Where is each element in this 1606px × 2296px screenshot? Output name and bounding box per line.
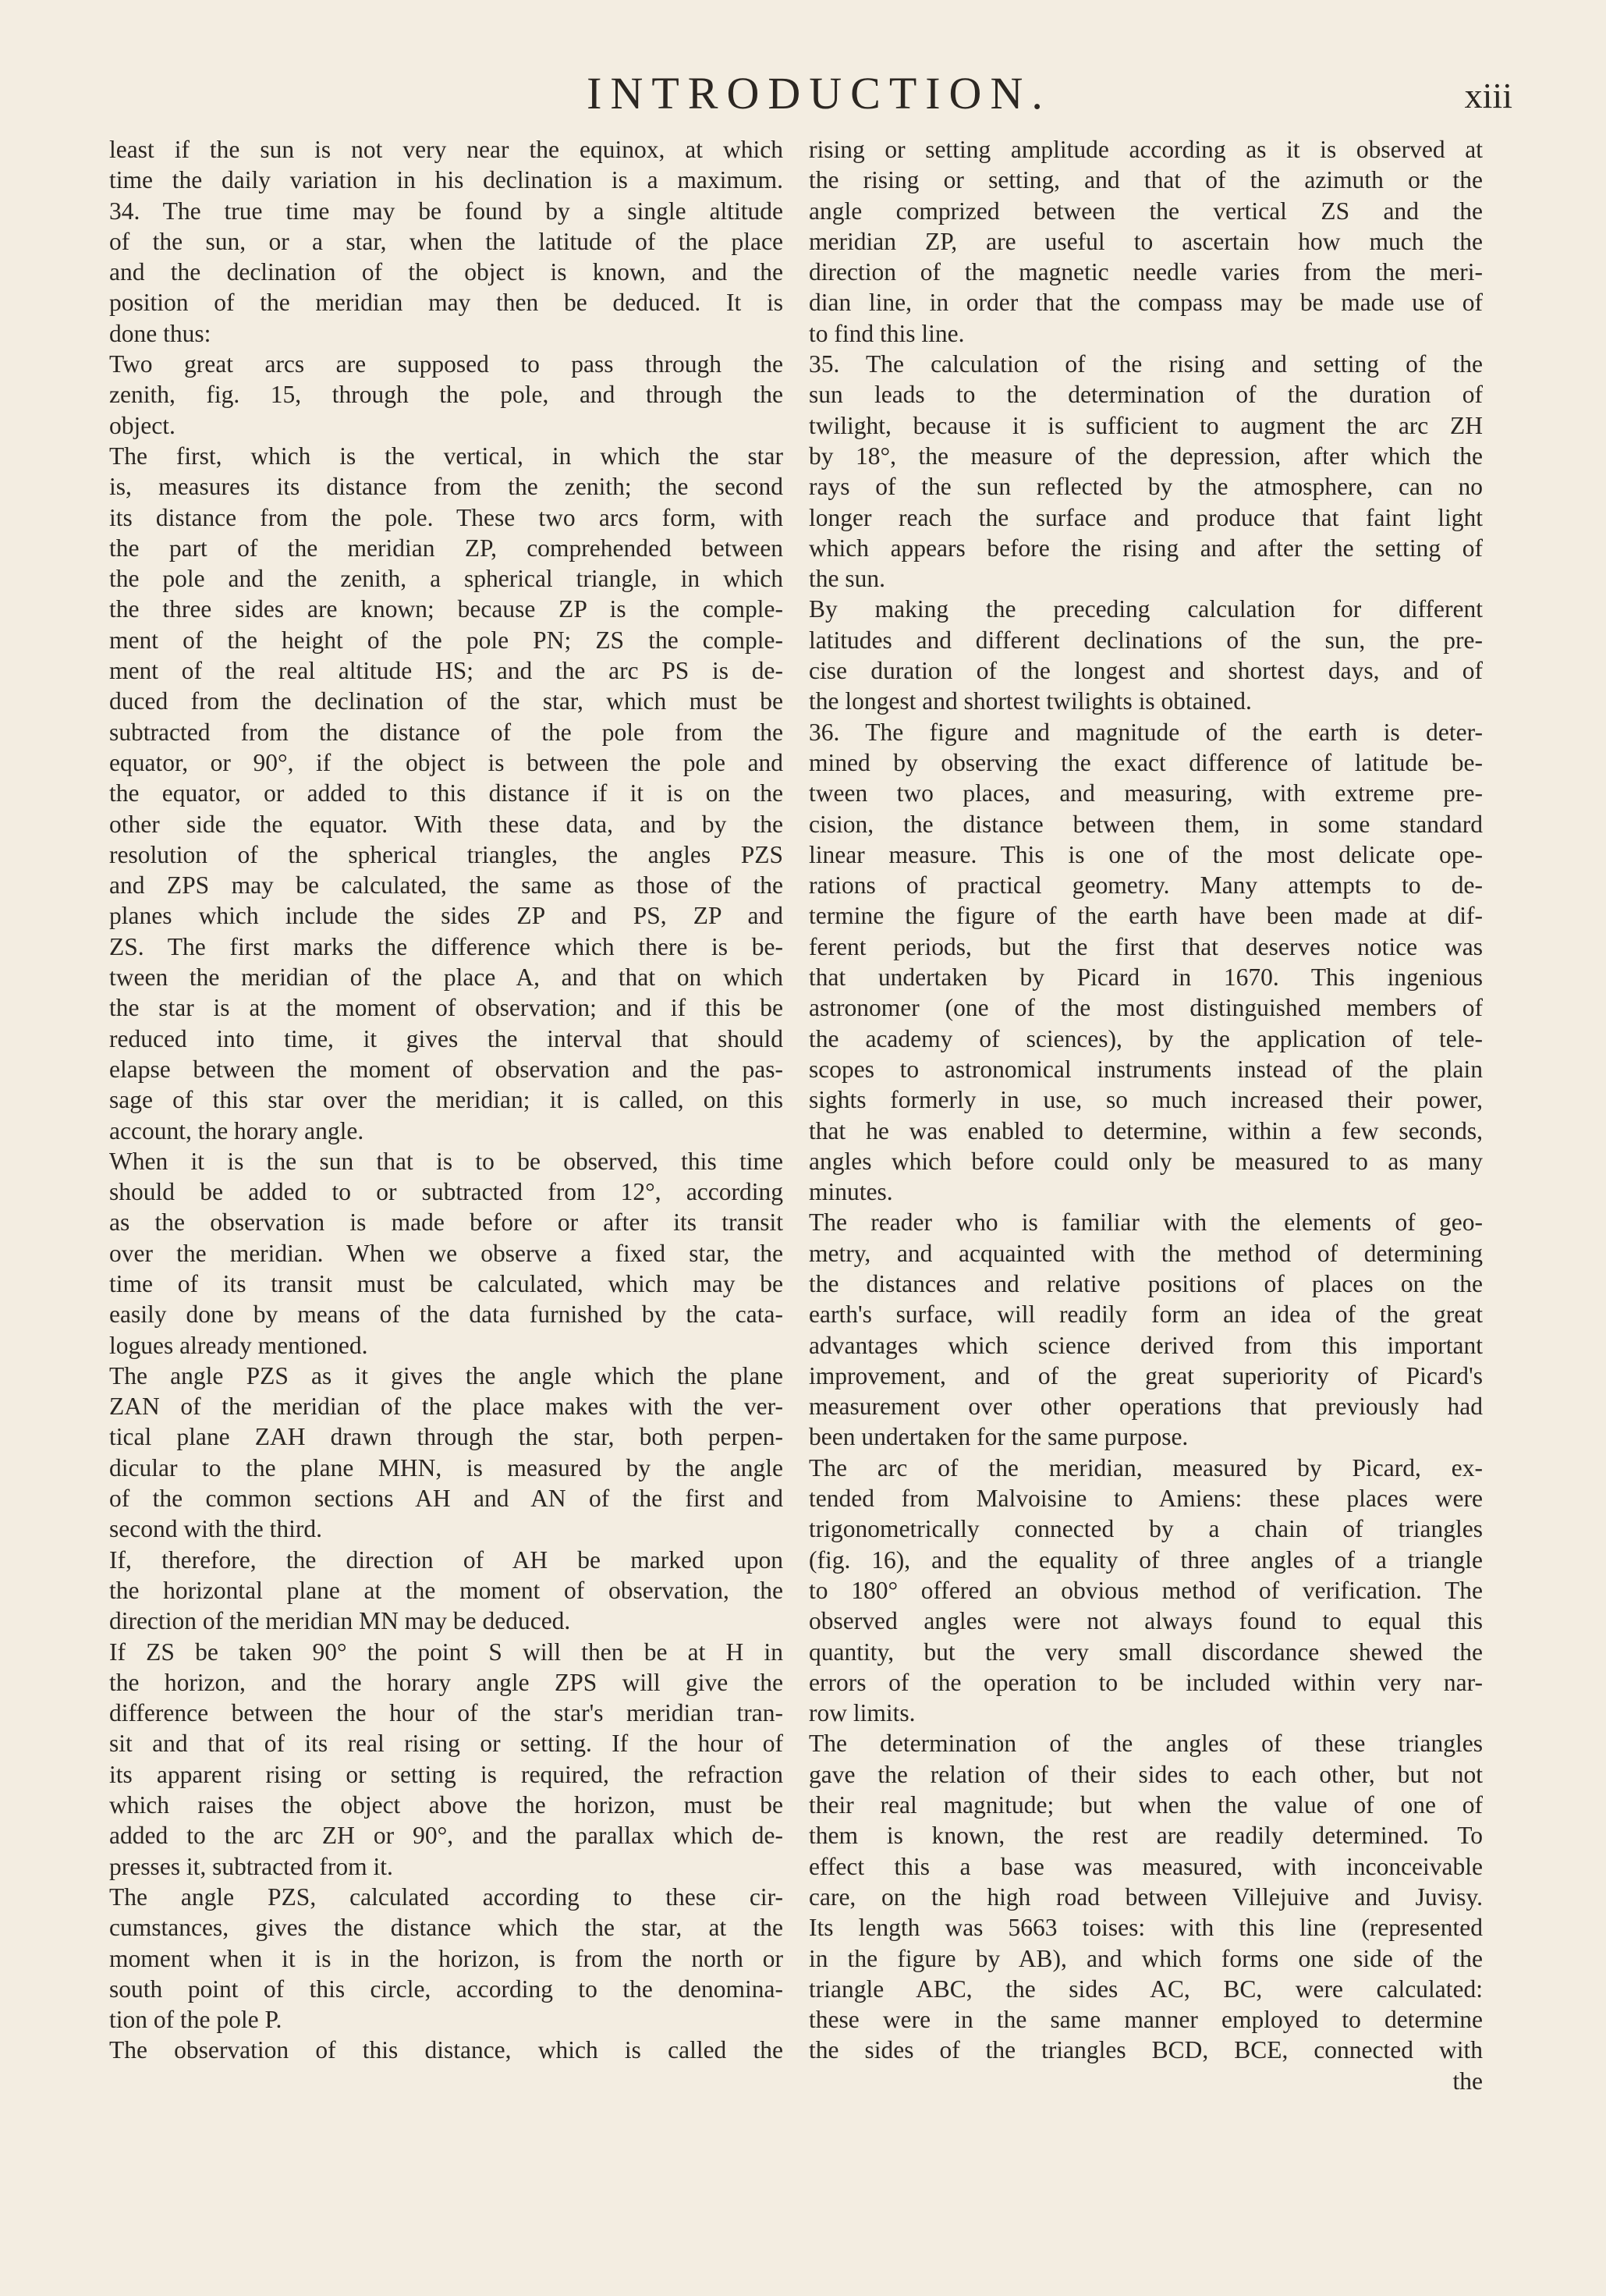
text-line: meridian ZP, are useful to ascertain how much the: [809, 227, 1483, 255]
text-line: the horizontal plane at the moment of observation, the: [109, 1576, 783, 1604]
text-line: sights formerly in use, so much increased their power,: [809, 1086, 1483, 1114]
text-line: tween the meridian of the place A, and that on which: [109, 963, 783, 992]
text-line: tion of the pole P.: [109, 2006, 282, 2034]
text-line: the rising or setting, and that of the azimuth or the: [809, 166, 1483, 194]
text-line: that he was enabled to determine, within a few seconds,: [809, 1116, 1483, 1144]
text-line: second with the third.: [109, 1515, 322, 1543]
text-line: The angle PZS as it gives the angle which the plane: [109, 1361, 783, 1389]
text-line: is, measures its distance from the zenith; the second: [109, 473, 783, 501]
text-line: over the meridian. When we observe a fixed star, the: [109, 1239, 783, 1267]
text-line: least if the sun is not very near the equinox, at which: [109, 136, 783, 163]
text-line: rising or setting amplitude according as it is observed at: [809, 136, 1483, 163]
text-line: position of the meridian may then be deduced. It is: [109, 289, 783, 317]
text-line: done thus:: [109, 319, 211, 347]
text-line: latitudes and different declinations of the sun, the pre-: [809, 626, 1483, 654]
text-line: scopes to astronomical instruments instead of the plain: [809, 1055, 1483, 1083]
text-line: dicular to the plane MHN, is measured by the angle: [109, 1453, 783, 1482]
text-line: linear measure. This is one of the most delicate ope-: [809, 840, 1483, 868]
text-line: should be added to or subtracted from 12°, according: [109, 1178, 783, 1206]
text-line: duced from the declination of the star, which must be: [109, 687, 783, 715]
text-line: Two great arcs are supposed to pass through the: [109, 350, 783, 378]
page-number: xiii: [1464, 76, 1512, 115]
text-line: which raises the object above the horizon, must be: [109, 1791, 783, 1819]
text-line: angle comprized between the vertical ZS and the: [809, 197, 1483, 225]
text-line: The reader who is familiar with the elements of geo-: [809, 1208, 1483, 1237]
text-line: the sun.: [809, 565, 885, 593]
text-line: minutes.: [809, 1178, 893, 1206]
text-line: and ZPS may be calculated, the same as those of the: [109, 871, 783, 900]
text-line: improvement, and of the great superiority of Picard's: [809, 1361, 1483, 1389]
text-line: planes which include the sides ZP and PS, ZP and: [109, 902, 783, 930]
text-line: been undertaken for the same purpose.: [809, 1423, 1189, 1451]
text-line: tween two places, and measuring, with extreme pre-: [809, 779, 1483, 807]
text-line: dian line, in order that the compass may be made use of: [809, 289, 1483, 317]
text-line: the equator, or added to this distance if it is on the: [109, 779, 783, 807]
text-line: as the observation is made before or after its transit: [109, 1208, 783, 1237]
text-line: to 180° offered an obvious method of verification. The: [809, 1576, 1483, 1604]
text-line: equator, or 90°, if the object is between the pole and: [109, 748, 783, 776]
text-line: If ZS be taken 90° the point S will then be at H in: [109, 1638, 783, 1666]
text-line: 36. The figure and magnitude of the earth is deter-: [809, 718, 1483, 746]
text-line: care, on the high road between Villejuive and Juvisy.: [809, 1883, 1483, 1911]
text-line: effect this a base was measured, with inconceivable: [809, 1852, 1483, 1880]
text-line: The first, which is the vertical, in which the star: [109, 442, 783, 470]
text-line: (fig. 16), and the equality of three angles of a triangle: [809, 1545, 1483, 1574]
text-line: When it is the sun that is to be observed, this time: [109, 1147, 783, 1175]
text-line: other side the equator. With these data, and by the: [109, 810, 783, 838]
text-line: measurement over other operations that previously had: [809, 1393, 1483, 1421]
text-line: 35. The calculation of the rising and setting of the: [809, 350, 1483, 378]
text-line: metry, and acquainted with the method of determining: [809, 1239, 1483, 1267]
text-line: of the common sections AH and AN of the first and: [109, 1485, 783, 1513]
text-line: sit and that of its real rising or setting. If the hour of: [109, 1730, 783, 1758]
text-line: mined by observing the exact difference of latitude be-: [809, 748, 1483, 776]
text-line: these were in the same manner employed to determine: [809, 2006, 1483, 2034]
text-line: zenith, fig. 15, through the pole, and through the: [109, 381, 783, 409]
text-line: sage of this star over the meridian; it is called, on this: [109, 1086, 783, 1114]
text-line: observed angles were not always found to equal this: [809, 1607, 1483, 1635]
text-line: subtracted from the distance of the pole from the: [109, 718, 783, 746]
right-column: [809, 134, 1483, 2096]
text-line: astronomer (one of the most distinguished members of: [809, 994, 1483, 1022]
text-line: row limits.: [809, 1699, 916, 1727]
text-line: cision, the distance between them, in some standard: [809, 810, 1483, 838]
text-line: moment when it is in the horizon, is from the north or: [109, 1944, 783, 1972]
text-line: gave the relation of their sides to each other, but not: [809, 1760, 1483, 1788]
text-line: The arc of the meridian, measured by Picard, ex-: [809, 1453, 1483, 1482]
text-line: ment of the height of the pole PN; ZS the comple-: [109, 626, 783, 654]
text-line: longer reach the surface and produce that faint light: [809, 503, 1483, 531]
text-line: direction of the meridian MN may be deduced.: [109, 1607, 571, 1635]
text-line: cise duration of the longest and shortest days, and of: [809, 657, 1483, 685]
text-line: the sides of the triangles BCD, BCE, connected with: [809, 2036, 1483, 2064]
text-line: by 18°, the measure of the depression, after which the: [809, 442, 1483, 470]
text-line: The angle PZS, calculated according to these cir-: [109, 1883, 783, 1911]
text-line: presses it, subtracted from it.: [109, 1852, 393, 1880]
text-line: their real magnitude; but when the value of one of: [809, 1791, 1483, 1819]
text-line: By making the preceding calculation for different: [809, 595, 1483, 623]
text-line: its distance from the pole. These two arcs form, with: [109, 503, 783, 531]
text-line: The determination of the angles of these triangles: [809, 1730, 1483, 1758]
left-column: [109, 134, 783, 2066]
text-line: ment of the real altitude HS; and the arc PS is de-: [109, 657, 783, 685]
text-line: triangle ABC, the sides AC, BC, were calculated:: [809, 1975, 1483, 2003]
text-line: ZS. The first marks the difference which there is be-: [109, 932, 783, 960]
text-line: twilight, because it is sufficient to augment the arc ZH: [809, 411, 1483, 439]
text-line: earth's surface, will readily form an idea of the great: [809, 1301, 1483, 1329]
text-line: reduced into time, it gives the interval that should: [109, 1024, 783, 1052]
text-line: the part of the meridian ZP, comprehended between: [109, 534, 783, 562]
text-line: the: [1452, 2067, 1483, 2095]
text-line: rations of practical geometry. Many attempts to de-: [809, 871, 1483, 900]
text-line: that undertaken by Picard in 1670. This ingenious: [809, 963, 1483, 992]
text-line: easily done by means of the data furnished by the cata-: [109, 1301, 783, 1329]
text-line: time of its transit must be calculated, which may be: [109, 1269, 783, 1297]
text-line: to find this line.: [809, 319, 965, 347]
text-line: logues already mentioned.: [109, 1331, 368, 1359]
text-line: angles which before could only be measured to as many: [809, 1147, 1483, 1175]
text-line: the three sides are known; because ZP is the comple-: [109, 595, 783, 623]
text-line: The observation of this distance, which is called the: [109, 2036, 783, 2064]
text-line: ZAN of the meridian of the place makes with the ver-: [109, 1393, 783, 1421]
text-line: If, therefore, the direction of AH be marked upon: [109, 1545, 783, 1574]
text-line: its apparent rising or setting is required, the refraction: [109, 1760, 783, 1788]
text-line: account, the horary angle.: [109, 1116, 364, 1144]
text-line: rays of the sun reflected by the atmosphere, can no: [809, 473, 1483, 501]
text-line: cumstances, gives the distance which the star, at the: [109, 1914, 783, 1942]
text-line: quantity, but the very small discordance shewed the: [809, 1638, 1483, 1666]
text-line: the distances and relative positions of places on the: [809, 1269, 1483, 1297]
running-head: INTRODUCTION.: [587, 68, 1051, 119]
text-line: termine the figure of the earth have been made at dif-: [809, 902, 1483, 930]
text-line: the horizon, and the horary angle ZPS will give the: [109, 1668, 783, 1696]
text-line: Its length was 5663 toises: with this line (represented: [809, 1914, 1483, 1942]
text-line: elapse between the moment of observation and the pas-: [109, 1055, 783, 1083]
text-line: errors of the operation to be included within very nar-: [809, 1668, 1483, 1696]
text-line: direction of the magnetic needle varies from the meri-: [809, 258, 1483, 286]
text-line: added to the arc ZH or 90°, and the parallax which de-: [109, 1822, 783, 1850]
text-line: them is known, the rest are readily determined. To: [809, 1822, 1483, 1850]
text-line: which appears before the rising and after the setting of: [809, 534, 1483, 562]
text-line: difference between the hour of the star's meridian tran-: [109, 1699, 783, 1727]
text-line: and the declination of the object is known, and the: [109, 258, 783, 286]
text-line: the star is at the moment of observation; and if this be: [109, 994, 783, 1022]
text-line: resolution of the spherical triangles, the angles PZS: [109, 840, 783, 868]
text-line: object.: [109, 411, 175, 439]
text-line: the pole and the zenith, a spherical triangle, in which: [109, 565, 783, 593]
text-line: 34. The true time may be found by a single altitude: [109, 197, 783, 225]
text-line: of the sun, or a star, when the latitude of the place: [109, 227, 783, 255]
text-line: tical plane ZAH drawn through the star, both perpen-: [109, 1423, 783, 1451]
text-line: time the daily variation in his declination is a maximum.: [109, 166, 783, 194]
text-line: sun leads to the determination of the duration of: [809, 381, 1483, 409]
text-line: tended from Malvoisine to Amiens: these places were: [809, 1485, 1483, 1513]
text-line: south point of this circle, according to the denomina-: [109, 1975, 783, 2003]
text-line: advantages which science derived from this important: [809, 1331, 1483, 1359]
text-line: in the figure by AB), and which forms one side of the: [809, 1944, 1483, 1972]
text-line: ferent periods, but the first that deserves notice was: [809, 932, 1483, 960]
text-line: the academy of sciences), by the application of tele-: [809, 1024, 1483, 1052]
text-line: trigonometrically connected by a chain of triangles: [809, 1515, 1483, 1543]
text-line: the longest and shortest twilights is obtained.: [809, 687, 1252, 715]
